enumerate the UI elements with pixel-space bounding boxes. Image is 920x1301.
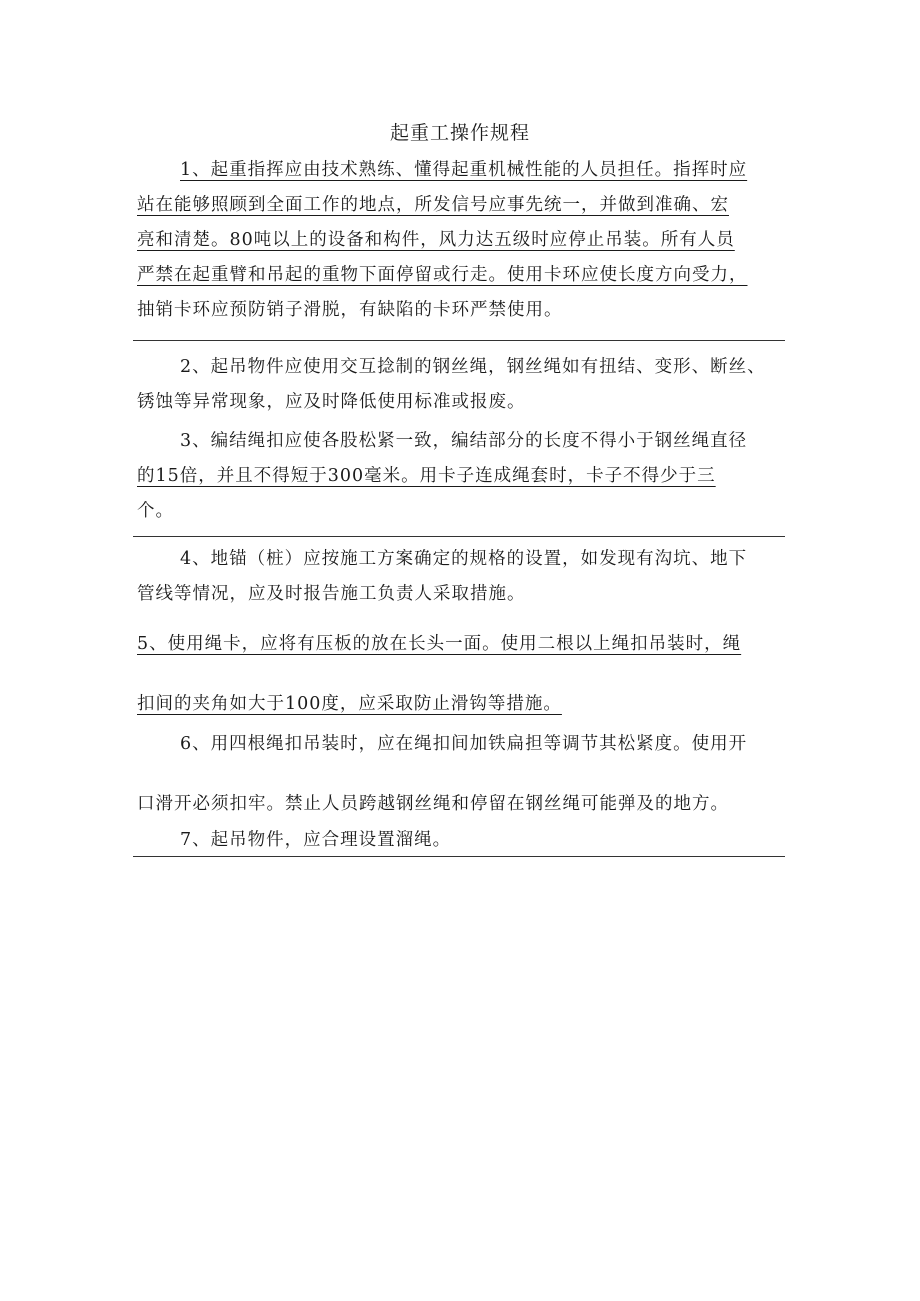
paragraph-line: 5、使用绳卡，应将有压板的放在长头一面。使用二根以上绳扣吊装时，绳 — [137, 634, 742, 654]
paragraph-line: 4、地锚（桩）应按施工方案确定的规格的设置，如发现有沟坑、地下 — [180, 549, 748, 569]
paragraph-line: 2、起吊物件应使用交互捻制的钢丝绳，钢丝绳如有扭结、变形、断丝、 — [180, 357, 766, 377]
paragraph-line: 6、用四根绳扣吊装时，应在绳扣间加铁扁担等调节其松紧度。使用开 — [180, 734, 748, 754]
paragraph-4 — [137, 542, 785, 612]
paragraph-line: 3、编结绳扣应使各股松紧一致，编结部分的长度不得小于钢丝绳直径 — [180, 431, 748, 451]
paragraph-line: 管线等情况，应及时报告施工负责人采取措施。 — [137, 584, 526, 604]
paragraph-line: 1、起重指挥应由技术熟练、懂得起重机械性能的人员担任。指挥时应 — [180, 160, 748, 180]
paragraph-line: 的15倍，并且不得短于300毫米。用卡子连成绳套时，卡子不得少于三 — [137, 466, 716, 486]
paragraph-2 — [137, 350, 785, 420]
paragraph-1 — [137, 153, 785, 328]
paragraph-7 — [137, 823, 785, 858]
paragraph-line: 站在能够照顾到全面工作的地点，所发信号应事先统一，并做到准确、宏 — [137, 195, 729, 215]
document-title: 起重工操作规程 — [389, 122, 530, 144]
divider-rule — [133, 536, 785, 537]
paragraph-line: 个。 — [137, 501, 174, 521]
paragraph-line: 锈蚀等异常现象，应及时降低使用标准或报废。 — [137, 392, 526, 412]
paragraph-line: 7、起吊物件，应合理设置溜绳。 — [180, 830, 452, 850]
divider-rule — [133, 340, 785, 341]
paragraph-line: 严禁在起重臂和吊起的重物下面停留或行走。使用卡环应使长度方向受力， — [137, 265, 748, 285]
paragraph-3 — [137, 424, 785, 529]
paragraph-line: 口滑开必须扣牢。禁止人员跨越钢丝绳和停留在钢丝绳可能弹及的地方。 — [137, 794, 729, 814]
paragraph-line: 扣间的夹角如大于100度，应采取防止滑钩等措施。 — [137, 694, 562, 714]
divider-rule — [133, 856, 785, 857]
paragraph-line: 抽销卡环应预防销子滑脱，有缺陷的卡环严禁使用。 — [137, 300, 563, 320]
paragraph-line: 亮和清楚。80吨以上的设备和构件，风力达五级时应停止吊装。所有人员 — [137, 230, 735, 250]
